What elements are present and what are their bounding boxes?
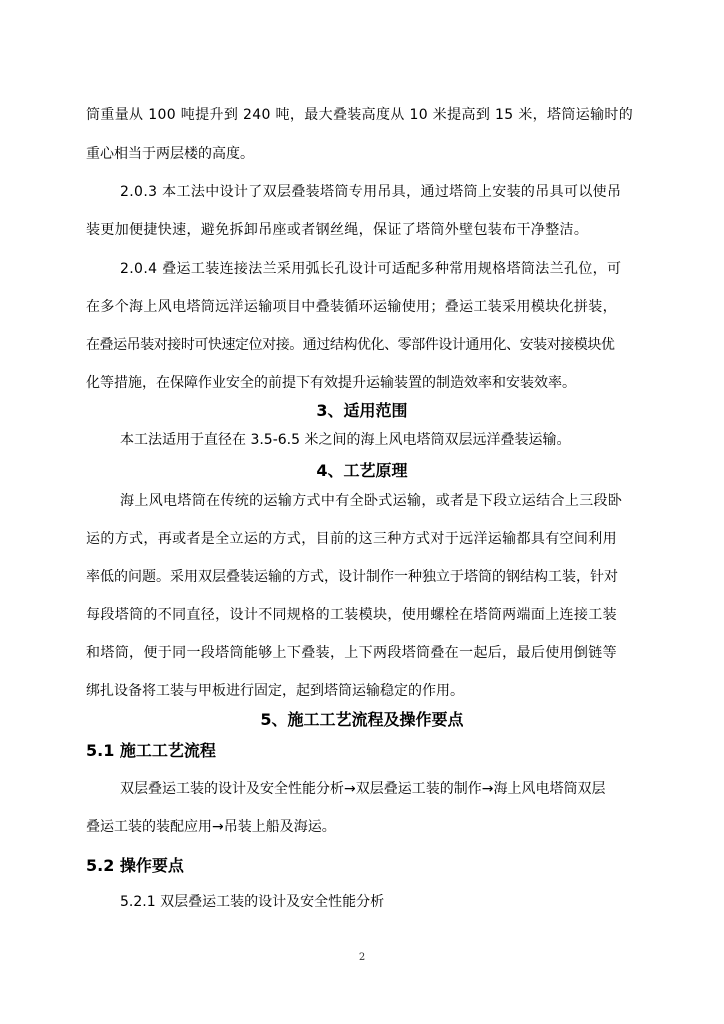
section-title: 4、工艺原理 [316, 461, 408, 480]
paragraph-line: 装更加便捷快速，避免拆卸吊座或者钢丝绳，保证了塔筒外壁包装布干净整洁。 [86, 222, 589, 238]
paragraph-line: 率低的问题。采用双层叠装运输的方式，设计制作一种独立于塔筒的钢结构工装，针对 [86, 569, 618, 585]
paragraph-line: 重心相当于两层楼的高度。 [86, 146, 254, 162]
paragraph-line: 在多个海上风电塔筒远洋运输项目中叠装循环运输使用；叠运工装采用模块化拼装， [86, 299, 617, 315]
sub-heading: 5.1 施工工艺流程 [86, 741, 216, 760]
paragraph-line: 运的方式，再或者是全立运的方式，目前的这三种方式对于远洋运输都具有空间利用 [86, 531, 617, 547]
page-number: 2 [358, 952, 366, 963]
paragraph-line: 双层叠运工装的设计及安全性能分析→双层叠运工装的制作→海上风电塔筒双层 [120, 781, 606, 797]
paragraph-line: 在叠运吊装对接时可快速定位对接。通过结构优化、零部件设计通用化、安装对接模块优 [86, 337, 615, 353]
paragraph-line: 本工法适用于直径在 3.5-6.5 米之间的海上风电塔筒双层远洋叠装运输。 [120, 432, 571, 448]
paragraph-line: 2.0.3 本工法中设计了双层叠装塔筒专用吊具，通过塔筒上安装的吊具可以使吊 [120, 184, 622, 200]
paragraph-line: 化等措施，在保障作业安全的前提下有效提升运输装置的制造效率和安装效率。 [86, 375, 576, 391]
paragraph-line: 绑扎设备将工装与甲板进行固定，起到塔筒运输稳定的作用。 [86, 683, 464, 699]
section-title: 3、适用范围 [316, 401, 408, 420]
paragraph-line: 筒重量从 100 吨提升到 240 吨，最大叠装高度从 10 米提高到 15 米，塔筒运输时的 [86, 107, 634, 123]
paragraph-line: 海上风电塔筒在传统的运输方式中有全卧式运输，或者是下段立运结合上三段卧 [120, 493, 623, 509]
paragraph-line: 叠运工装的装配应用→吊装上船及海运。 [86, 819, 336, 835]
paragraph-line: 每段塔筒的不同直径，设计不同规格的工装模块，使用螺栓在塔筒两端面上连接工装 [86, 607, 617, 623]
sub-heading: 5.2 操作要点 [86, 856, 184, 875]
paragraph-line: 2.0.4 叠运工装连接法兰采用弧长孔设计可适配多种常用规格塔筒法兰孔位，可 [120, 261, 622, 277]
paragraph-line: 5.2.1 双层叠运工装的设计及安全性能分析 [120, 894, 385, 910]
section-title: 5、施工工艺流程及操作要点 [260, 710, 464, 729]
paragraph-line: 和塔筒，便于同一段塔筒能够上下叠装，上下两段塔筒叠在一起后，最后使用倒链等 [86, 645, 617, 661]
